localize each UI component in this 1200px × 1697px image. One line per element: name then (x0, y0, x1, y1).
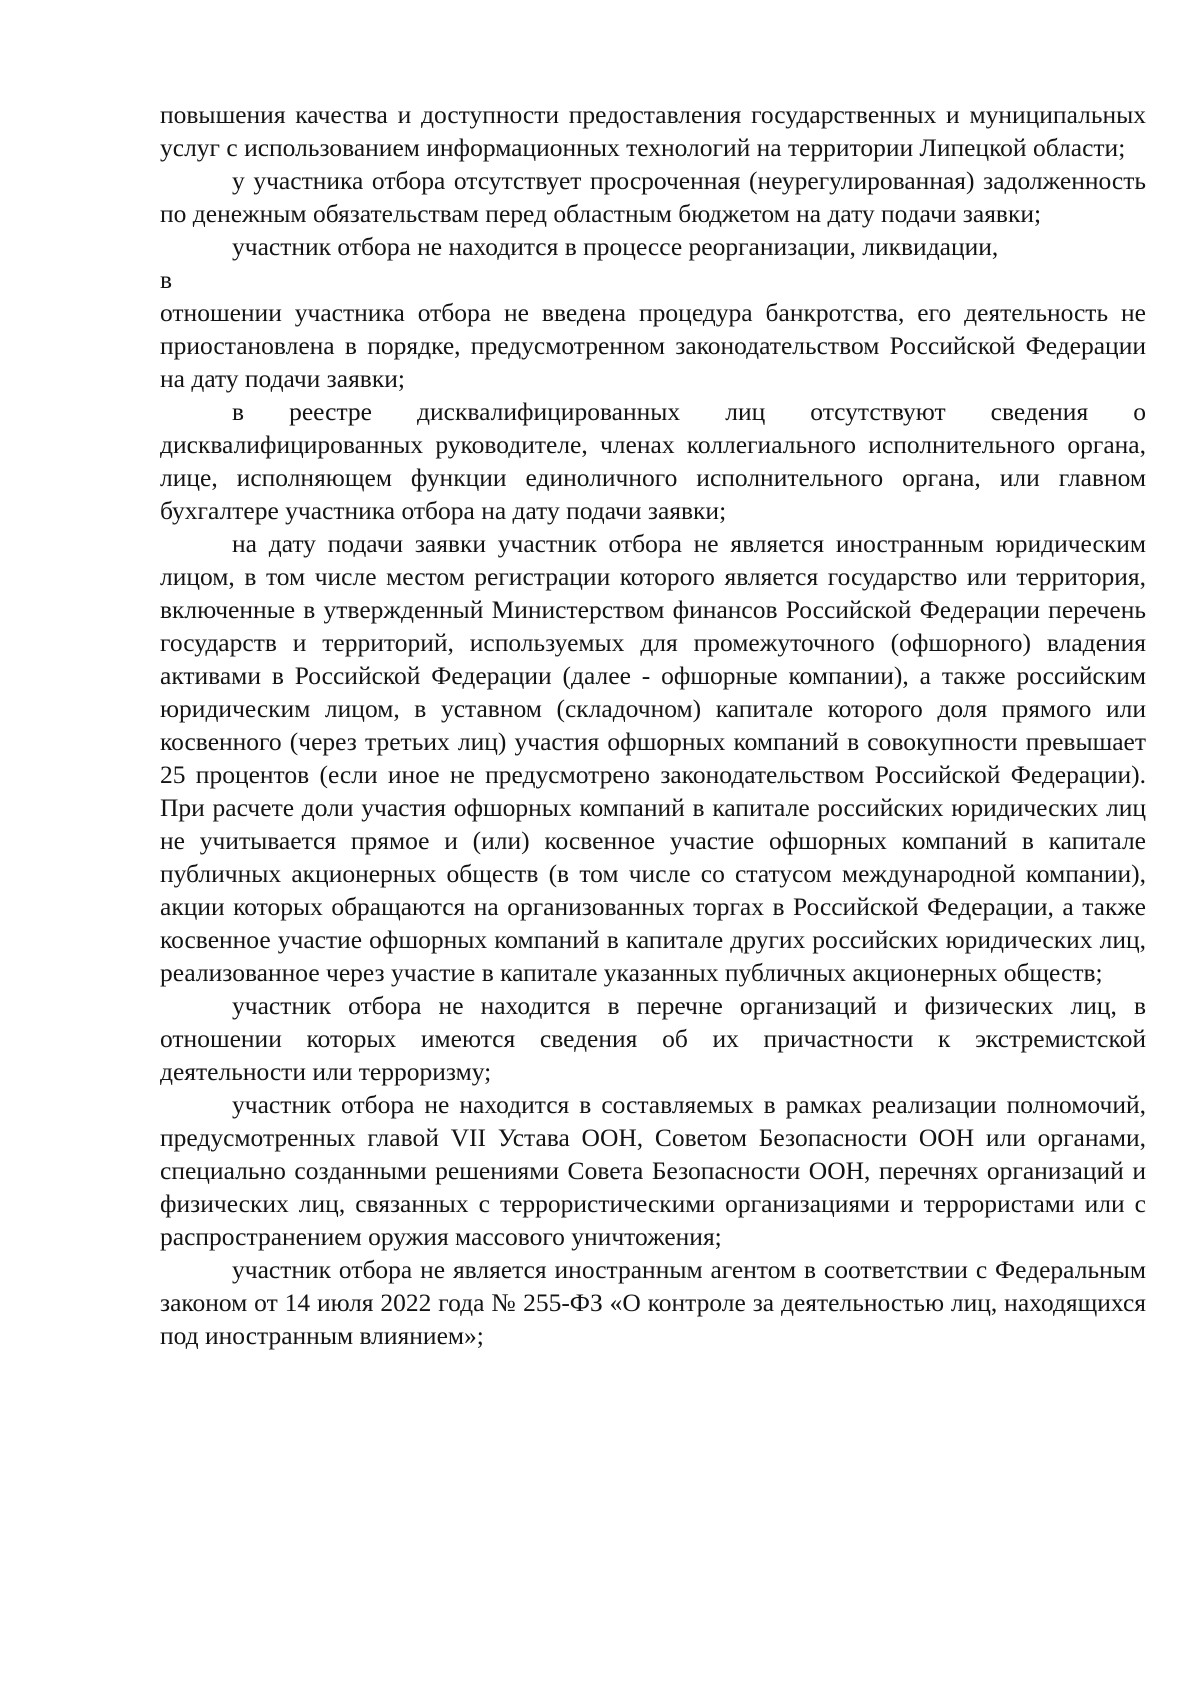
paragraph-stray-letter: в (160, 265, 173, 294)
document-text (160, 98, 1146, 1352)
paragraph-foreign-agent: участник отбора не является иностранным агентом в соответствии с Федеральным законом от 14 июля 2022 года № 255-ФЗ «О контроле за деятельностью лиц, находящихся под иностранным влиянием»; (160, 1255, 1146, 1350)
paragraph-reorganization: участник отбора не находится в процессе реорганизации, ликвидации, (232, 232, 999, 261)
paragraph-offshore: на дату подачи заявки участник отбора не является иностранным юридическим лицом, в том числе местом регистрации которого является государство или территория, включенные в утвержденный Министерством финансов Российской Федерации перечень государств и территорий, используемых для промежуточного (офшорного) владения активами в Российской Федерации (далее - офшорные компании), а также российским юридическим лицом, в уставном (складочном) капитале которого доля прямого или косвенного (через третьих лиц) участия офшорных компаний в совокупности превышает 25 процентов (если иное не предусмотрено законодательством Российской Федерации). При расчете доли участия офшорных компаний в капитале российских юридических лиц не учитывается прямое и (или) косвенное участие офшорных компаний в капитале публичных акционерных обществ (в том числе со статусом международной компании), акции которых обращаются на организованных торгах в Российской Федерации, а также косвенное участие офшорных компаний в капитале других российских юридических лиц, реализованное через участие в капитале указанных публичных акционерных обществ; (160, 529, 1146, 987)
paragraph-un-sanctions: участник отбора не находится в составляемых в рамках реализации полномочий, предусмотренных главой VII Устава ООН, Советом Безопасности ООН или органами, специально созданными решениями Совета Безопасности ООН, перечнях организаций и физических лиц, связанных с террористическими организациями и террористами или с распространением оружия массового уничтожения; (160, 1090, 1146, 1251)
paragraph-debt: у участника отбора отсутствует просроченная (неурегулированная) задолженность по денежным обязательствам перед областным бюджетом на дату подачи заявки; (160, 166, 1146, 228)
paragraph-extremism: участник отбора не находится в перечне организаций и физических лиц, в отношении которых имеются сведения об их причастности к экстремистской деятельности или терроризму; (160, 991, 1146, 1086)
paragraph-bankruptcy: отношении участника отбора не введена процедура банкротства, его деятельность не приостановлена в порядке, предусмотренном законодательством Российской Федерации на дату подачи заявки; (160, 298, 1146, 393)
paragraph-continuation: повышения качества и доступности предоставления государственных и муниципальных услуг с использованием информационных технологий на территории Липецкой области; (160, 100, 1146, 162)
paragraph-disqualified: в реестре дисквалифицированных лиц отсутствуют сведения о дисквалифицированных руководителе, членах коллегиального исполнительного органа, лице, исполняющем функции единоличного исполнительного органа, или главном бухгалтере участника отбора на дату подачи заявки; (160, 397, 1146, 525)
